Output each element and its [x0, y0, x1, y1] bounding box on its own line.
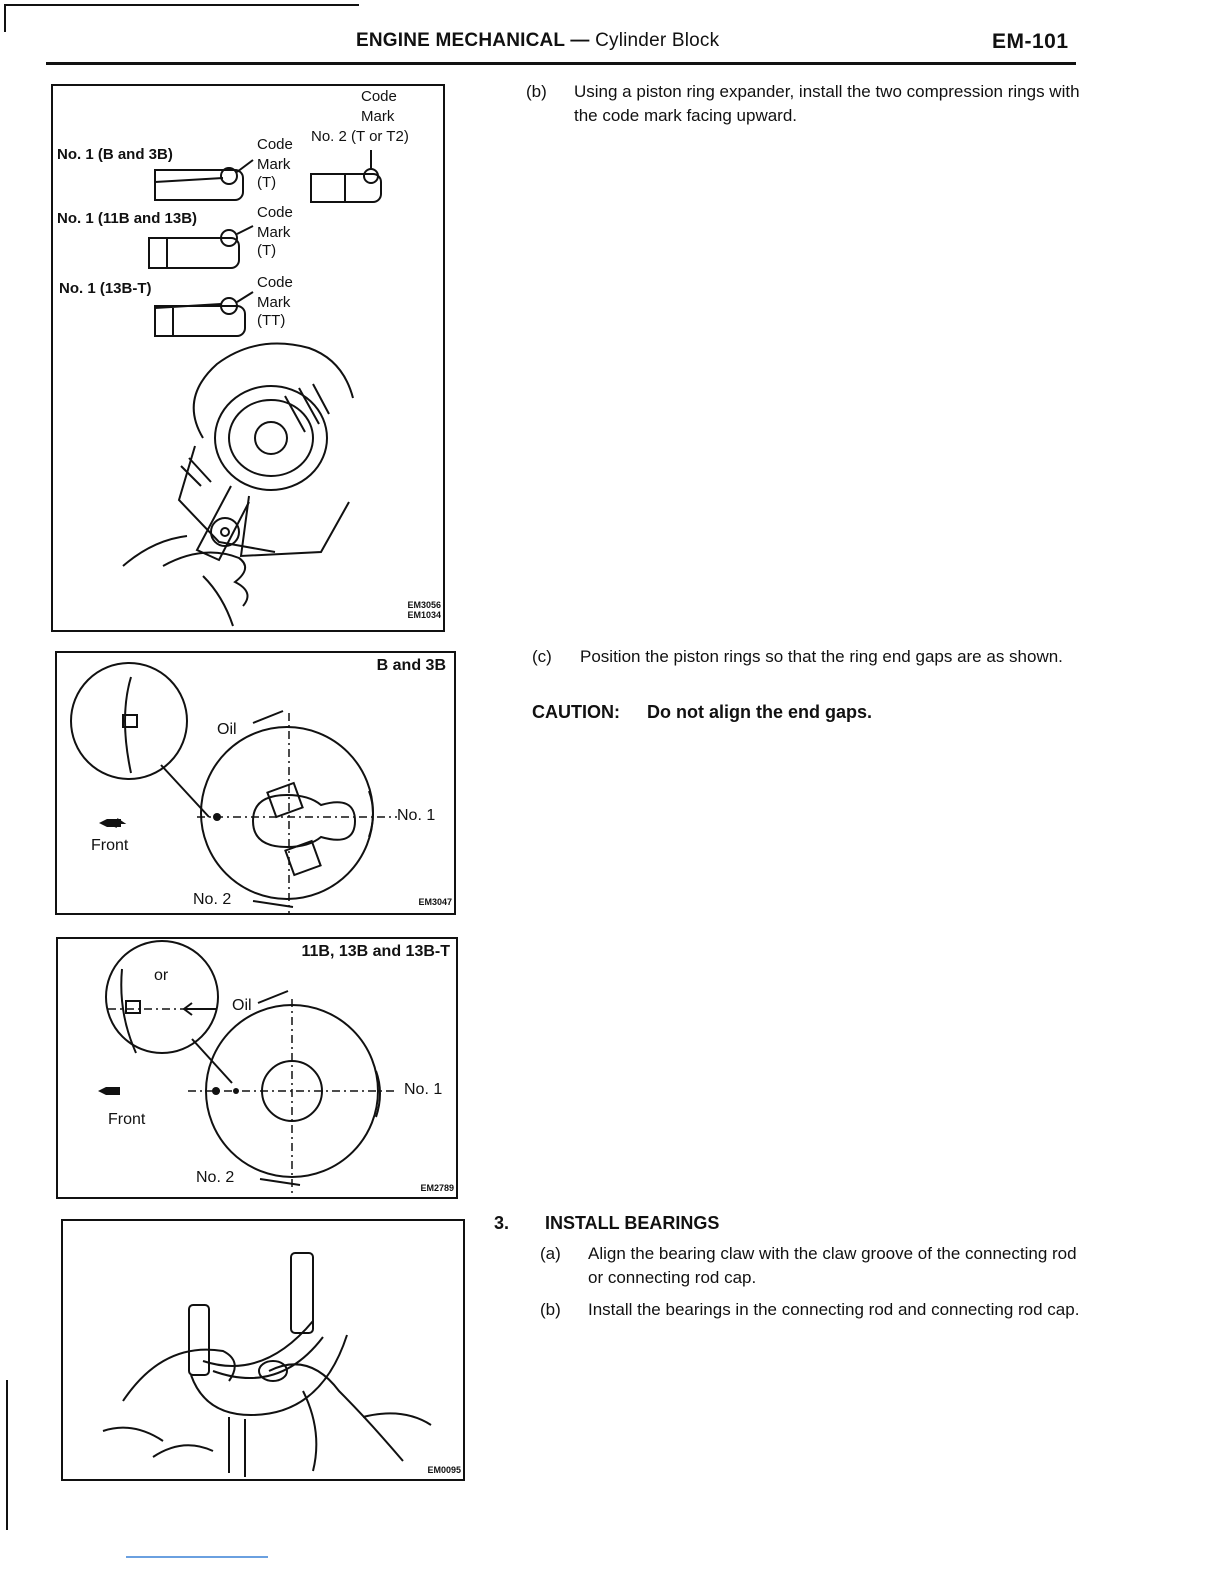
caution-note — [532, 702, 872, 723]
page-number: EM-101 — [992, 30, 1069, 53]
binding-edge-mark — [6, 1380, 8, 1530]
ring-no1-label: No. 1 — [404, 1081, 443, 1098]
code-label: Code — [361, 88, 397, 105]
step-c — [532, 645, 1092, 695]
ring-no2-label: No. 2 (T or T2) — [311, 128, 409, 145]
ring-gap-diagram — [57, 653, 458, 917]
header-dash: — — [570, 30, 590, 51]
or-label: or — [154, 967, 169, 984]
ring-gap-diagram — [58, 939, 460, 1201]
figure-title: B and 3B — [376, 657, 446, 674]
section-title: INSTALL BEARINGS — [545, 1213, 720, 1233]
mark-label: Mark — [257, 294, 291, 311]
code-label: Code — [257, 204, 293, 221]
page-corner-mark — [4, 4, 6, 32]
mark-t-label: (T) — [257, 242, 277, 259]
ring-no1-13bt-label: No. 1 (13B-T) — [59, 280, 152, 297]
figure-ref-code: EM2789 — [420, 1183, 454, 1193]
item-text: Align the bearing claw with the claw groove of the connecting rod or connecting rod cap. — [588, 1244, 1077, 1287]
mark-label: Mark — [257, 224, 291, 241]
ring-no1-11b-label: No. 1 (11B and 13B) — [57, 210, 198, 227]
oil-ring-label: Oil — [232, 997, 252, 1014]
step-text: Using a piston ring expander, install the two compression rings with the code mark facing upward. — [574, 82, 1080, 125]
figure-ref-code-line: EM1034 — [407, 610, 441, 620]
ring-no1-label: No. 1 — [397, 807, 436, 824]
item-label: (b) — [540, 1300, 561, 1319]
figure-ring-gap-11b-13b — [56, 937, 458, 1199]
code-label: Code — [257, 274, 293, 291]
step-label: (b) — [526, 82, 547, 101]
figure-ref-code-line: EM3056 — [407, 600, 441, 610]
item-text: Install the bearings in the connecting rod and connecting rod cap. — [588, 1300, 1080, 1319]
figure-ref-code — [407, 600, 441, 620]
step-label: (c) — [532, 647, 552, 666]
section-number: 3. — [494, 1213, 510, 1233]
page-header-section — [356, 30, 719, 52]
bearing-install-illustration — [63, 1221, 467, 1483]
section-item — [540, 1298, 1092, 1350]
ring-no2-label: No. 2 — [193, 891, 232, 908]
mark-tt-label: (TT) — [257, 312, 286, 329]
mark-t-label: (T) — [257, 174, 277, 191]
figure-piston-ring-code-marks — [51, 84, 445, 632]
step-text: Position the piston rings so that the ring end gaps are as shown. — [580, 647, 1063, 666]
page-corner-mark — [4, 4, 359, 6]
figure-title: 11B, 13B and 13B-T — [301, 943, 450, 960]
ring-no2-label: No. 2 — [196, 1169, 235, 1186]
section-heading — [494, 1213, 719, 1234]
figure-install-bearings — [61, 1219, 465, 1481]
item-label: (a) — [540, 1244, 561, 1263]
mark-label: Mark — [361, 108, 395, 125]
front-label: Front — [108, 1111, 146, 1128]
code-label: Code — [257, 136, 293, 153]
figure-ref-code: EM3047 — [418, 897, 452, 907]
footer-rule — [126, 1556, 268, 1558]
figure-ref-code: EM0095 — [427, 1465, 461, 1475]
ring-no1-b-label: No. 1 (B and 3B) — [57, 146, 173, 163]
front-label: Front — [91, 837, 129, 854]
caution-text: Do not align the end gaps. — [647, 702, 873, 722]
figure-ring-gap-b-3b — [55, 651, 456, 915]
step-b — [526, 80, 1086, 130]
header-section-title: ENGINE MECHANICAL — [356, 30, 565, 51]
piston-ring-illustration — [53, 86, 447, 634]
section-item — [540, 1242, 1092, 1294]
oil-ring-label: Oil — [217, 721, 237, 738]
mark-label: Mark — [257, 156, 291, 173]
header-subsection-title: Cylinder Block — [595, 30, 720, 51]
header-rule — [46, 62, 1076, 65]
caution-label: CAUTION: — [532, 702, 620, 722]
